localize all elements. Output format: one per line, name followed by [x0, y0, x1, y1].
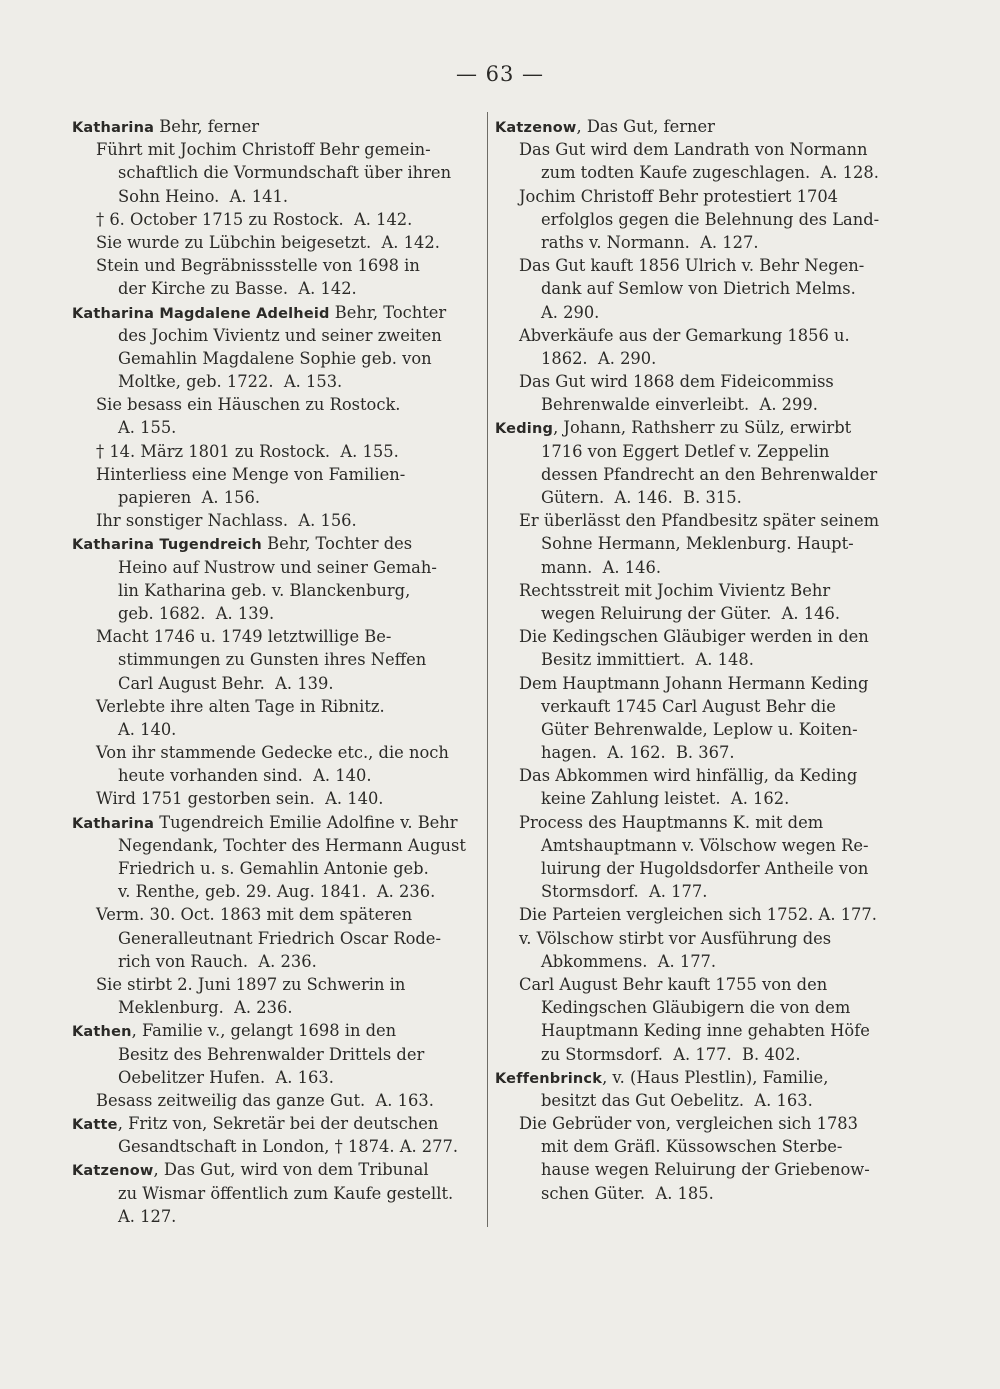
entry-text: besitzt das Gut Oebelitz. A. 163. [541, 1090, 813, 1110]
entry-text: , Fritz von, Sekretär bei der deutschen [117, 1114, 439, 1134]
entry-text: Carl August Behr kauft 1755 von den [519, 974, 828, 994]
entry-text: , Johann, Rathsherr zu Sülz, erwirbt [553, 418, 852, 438]
entry-text: des Jochim Vivientz und seiner zweiten [118, 325, 442, 345]
entry-continuation-line [495, 532, 895, 555]
entry-subitem-line [72, 973, 482, 996]
entry-subitem-line [495, 370, 895, 393]
entry-subitem-line [72, 787, 482, 810]
entry-text: Ihr sonstiger Nachlass. A. 156. [96, 511, 357, 531]
index-entry [495, 115, 895, 416]
entry-continuation-line [495, 301, 895, 324]
entry-subitem-line [495, 672, 895, 695]
entry-subitem-line [495, 185, 895, 208]
entry-text: Behrenwalde einverleibt. A. 299. [541, 395, 818, 415]
entry-continuation-line [495, 1019, 895, 1042]
entry-subitem-line [72, 695, 482, 718]
entry-text: , Das Gut, ferner [576, 117, 715, 136]
headword: Katharina [72, 815, 155, 832]
entry-text: papieren A. 156. [118, 488, 261, 507]
entry-subitem-line [72, 463, 482, 486]
entry-continuation-line [72, 185, 482, 208]
entry-subitem-line [495, 625, 895, 648]
entry-continuation-line [495, 1089, 895, 1112]
entry-text: Die Kedingschen Gläubiger werden in den [519, 627, 869, 647]
entry-continuation-line [72, 1043, 482, 1066]
entry-text: hagen. A. 162. B. 367. [541, 743, 735, 763]
entry-text: Führt mit Jochim Christoff Behr gemein- [96, 140, 431, 160]
headword: Katzenow [72, 1163, 154, 1180]
entry-heading-line [495, 416, 895, 439]
headword: Katzenow [495, 120, 577, 136]
entry-continuation-line [72, 486, 482, 509]
entry-text: heute vorhanden sind. A. 140. [118, 766, 372, 786]
entry-text: Process des Hauptmanns K. mit dem [519, 812, 824, 832]
entry-text: Er überlässt den Pfandbesitz später seinem [519, 511, 880, 531]
entry-continuation-line [495, 161, 895, 184]
entry-continuation-line [495, 648, 895, 671]
entry-subitem-line [495, 927, 895, 950]
entry-text: erfolglos gegen die Belehnung des Land- [541, 209, 880, 229]
headword: Katharina Magdalene Adelheid [72, 305, 330, 322]
entry-continuation-line [495, 277, 895, 300]
entry-continuation-line [72, 834, 482, 857]
entry-subitem-line [495, 579, 895, 602]
entry-text: Moltke, geb. 1722. A. 153. [118, 372, 343, 392]
entry-continuation-line [72, 718, 482, 741]
entry-continuation-line [495, 393, 895, 416]
entry-text: Carl August Behr. A. 139. [118, 673, 334, 693]
headword: Katharina [72, 120, 155, 136]
entry-text: Negendank, Tochter des Hermann August [118, 835, 466, 855]
entry-continuation-line [72, 857, 482, 880]
index-entry [72, 115, 482, 301]
entry-continuation-line [495, 208, 895, 231]
entry-text: † 14. März 1801 zu Rostock. A. 155. [96, 441, 399, 461]
entry-subitem-line [72, 509, 482, 532]
entry-text: Jochim Christoff Behr protestiert 1704 [519, 186, 839, 206]
entry-text: raths v. Normann. A. 127. [541, 232, 759, 252]
index-entry [72, 1019, 482, 1112]
entry-text: , Familie v., gelangt 1698 in den [131, 1021, 397, 1041]
entry-continuation-line [72, 648, 482, 671]
entry-continuation-line [495, 1182, 895, 1205]
entry-heading-line [72, 115, 482, 138]
entry-heading-line [72, 301, 482, 324]
entry-subitem-line [495, 764, 895, 787]
entry-continuation-line [72, 370, 482, 393]
entry-heading-line [72, 532, 482, 555]
entry-subitem-line [72, 1089, 482, 1112]
page-number: — 63 — [455, 62, 545, 86]
entry-continuation-line [72, 764, 482, 787]
entry-text: Sohne Hermann, Meklenburg. Haupt- [541, 534, 854, 554]
entry-text: Generalleutnant Friedrich Oscar Rode- [118, 928, 441, 948]
headword: Katharina Tugendreich [72, 537, 262, 554]
entry-continuation-line [495, 950, 895, 973]
entry-text: Von ihr stammende Gedecke etc., die noch [96, 743, 449, 763]
entry-subitem-line [495, 903, 895, 926]
entry-text: Hauptmann Keding inne gehabten Höfe [541, 1021, 870, 1041]
entry-continuation-line [72, 1135, 482, 1158]
entry-text: Die Gebrüder von, vergleichen sich 1783 [519, 1114, 859, 1134]
entry-text: geb. 1682. A. 139. [118, 603, 275, 623]
entry-text: A. 290. [541, 302, 600, 322]
entry-continuation-line [72, 1066, 482, 1089]
entry-continuation-line [495, 1135, 895, 1158]
entry-continuation-line [72, 324, 482, 347]
entry-text: hause wegen Reluirung der Griebenow- [541, 1160, 870, 1180]
entry-continuation-line [72, 1205, 482, 1228]
entry-text: dessen Pfandrecht an den Behrenwalder [541, 464, 878, 484]
entry-text: Dem Hauptmann Johann Hermann Keding [519, 673, 869, 693]
entry-subitem-line [72, 208, 482, 231]
entry-heading-line [72, 811, 482, 834]
entry-text: schen Güter. A. 185. [541, 1183, 714, 1203]
entry-text: 1862. A. 290. [541, 348, 657, 368]
entry-heading-line [495, 115, 895, 138]
entry-heading-line [495, 1066, 895, 1089]
entry-subitem-line [72, 254, 482, 277]
entry-text: Abverkäufe aus der Gemarkung 1856 u. [519, 325, 850, 345]
entry-subitem-line [495, 254, 895, 277]
entry-text: Sie stirbt 2. Juni 1897 zu Schwerin in [96, 974, 406, 994]
entry-text: Sie besass ein Häuschen zu Rostock. [96, 395, 401, 415]
entry-subitem-line [72, 741, 482, 764]
entry-continuation-line [495, 880, 895, 903]
entry-continuation-line [495, 1158, 895, 1181]
entry-continuation-line [495, 231, 895, 254]
entry-text: stimmungen zu Gunsten ihres Neffen [118, 650, 427, 670]
entry-continuation-line [495, 1043, 895, 1066]
headword: Kathen [72, 1024, 132, 1041]
entry-text: Besitz immittiert. A. 148. [541, 650, 754, 670]
entry-text: v. Renthe, geb. 29. Aug. 1841. A. 236. [118, 882, 436, 902]
entry-subitem-line [495, 973, 895, 996]
entry-text: Gemahlin Magdalene Sophie geb. von [118, 348, 432, 368]
entry-text: Amtshauptmann v. Völschow wegen Re- [541, 835, 869, 855]
entry-text: Hinterliess eine Menge von Familien- [96, 464, 406, 484]
entry-text: mit dem Gräfl. Küssowschen Sterbe- [541, 1137, 843, 1157]
entry-continuation-line [495, 857, 895, 880]
entry-text: verkauft 1745 Carl August Behr die [541, 696, 836, 716]
entry-continuation-line [495, 347, 895, 370]
index-entry [72, 532, 482, 810]
entry-text: 1716 von Eggert Detlef v. Zeppelin [541, 441, 830, 461]
entry-text: Das Gut wird dem Landrath von Normann [519, 140, 868, 160]
entry-continuation-line [72, 416, 482, 439]
entry-continuation-line [495, 486, 895, 509]
entry-continuation-line [495, 741, 895, 764]
entry-text: Oebelitzer Hufen. A. 163. [118, 1067, 334, 1087]
entry-text: Stormsdorf. A. 177. [541, 882, 708, 902]
entry-heading-line [72, 1158, 482, 1181]
entry-continuation-line [72, 602, 482, 625]
entry-text: Die Parteien vergleichen sich 1752. A. 177. [519, 905, 877, 925]
entry-text: Gesandtschaft in London, † 1874. A. 277. [118, 1137, 459, 1157]
entry-text: Verm. 30. Oct. 1863 mit dem späteren [96, 905, 413, 925]
entry-continuation-line [72, 556, 482, 579]
entry-continuation-line [495, 996, 895, 1019]
index-entry [72, 811, 482, 1020]
entry-continuation-line [495, 834, 895, 857]
entry-text: Meklenburg. A. 236. [118, 998, 293, 1018]
entry-subitem-line [72, 393, 482, 416]
entry-continuation-line [495, 718, 895, 741]
entry-text: rich von Rauch. A. 236. [118, 951, 317, 971]
entry-heading-line [72, 1112, 482, 1135]
entry-subitem-line [72, 903, 482, 926]
entry-text: v. Völschow stirbt vor Ausführung des [519, 928, 832, 948]
entry-text: Abkommens. A. 177. [541, 951, 717, 971]
entry-subitem-line [72, 440, 482, 463]
entry-continuation-line [72, 950, 482, 973]
entry-text: Das Gut wird 1868 dem Fideicommiss [519, 372, 834, 392]
entry-subitem-line [495, 509, 895, 532]
entry-text: Stein und Begräbnissstelle von 1698 in [96, 256, 420, 276]
entry-text: Sohn Heino. A. 141. [118, 186, 289, 206]
entry-text: Verlebte ihre alten Tage in Ribnitz. [96, 696, 385, 716]
entry-heading-line [72, 1019, 482, 1042]
entry-text: Kedingschen Gläubigern die von dem [541, 998, 851, 1018]
entry-text: Das Abkommen wird hinfällig, da Keding [519, 766, 858, 786]
entry-continuation-line [72, 672, 482, 695]
entry-continuation-line [495, 695, 895, 718]
entry-continuation-line [72, 579, 482, 602]
entry-continuation-line [495, 463, 895, 486]
entry-continuation-line [72, 996, 482, 1019]
entry-text: Wird 1751 gestorben sein. A. 140. [96, 789, 384, 809]
entry-text: Besitz des Behrenwalder Drittels der [118, 1044, 425, 1064]
entry-text: A. 127. [118, 1206, 177, 1226]
entry-text: Heino auf Nustrow und seiner Gemah- [118, 557, 437, 577]
entry-subitem-line [72, 138, 482, 161]
entry-text: , v. (Haus Plestlin), Familie, [602, 1067, 829, 1087]
entry-text: † 6. October 1715 zu Rostock. A. 142. [96, 209, 413, 229]
entry-text: zum todten Kaufe zugeschlagen. A. 128. [541, 163, 879, 183]
entry-text: Rechtsstreit mit Jochim Vivientz Behr [519, 580, 831, 600]
entry-text: wegen Reluirung der Güter. A. 146. [541, 603, 841, 623]
entry-text: , Das Gut, wird von dem Tribunal [153, 1160, 429, 1180]
entry-continuation-line [495, 440, 895, 463]
entry-continuation-line [72, 880, 482, 903]
entry-text: Behr, Tochter des [261, 534, 413, 554]
entry-continuation-line [72, 277, 482, 300]
entry-text: Behr, ferner [154, 117, 260, 136]
column-divider [487, 112, 488, 1227]
entry-text: mann. A. 146. [541, 557, 662, 577]
entry-text: keine Zahlung leistet. A. 162. [541, 789, 790, 809]
entry-text: lin Katharina geb. v. Blanckenburg, [118, 580, 411, 600]
entry-subitem-line [495, 811, 895, 834]
entry-continuation-line [495, 787, 895, 810]
entry-continuation-line [72, 347, 482, 370]
entry-text: A. 155. [118, 418, 177, 438]
entry-continuation-line [72, 927, 482, 950]
entry-text: Behr, Tochter [329, 302, 447, 322]
entry-text: Gütern. A. 146. B. 315. [541, 488, 742, 507]
headword: Keding [495, 421, 554, 438]
index-entry [495, 416, 895, 1065]
entry-text: Besass zeitweilig das ganze Gut. A. 163. [96, 1090, 434, 1110]
headword: Katte [72, 1117, 118, 1134]
headword: Keffenbrinck [495, 1070, 603, 1087]
entry-text: Das Gut kauft 1856 Ulrich v. Behr Negen- [519, 256, 865, 276]
entry-subitem-line [495, 1112, 895, 1135]
entry-subitem-line [495, 324, 895, 347]
entry-text: der Kirche zu Basse. A. 142. [118, 279, 357, 299]
index-entry [72, 301, 482, 533]
entry-subitem-line [72, 231, 482, 254]
entry-text: dank auf Semlow von Dietrich Melms. [541, 279, 856, 299]
entry-text: Friedrich u. s. Gemahlin Antonie geb. [118, 859, 429, 878]
left-column [72, 115, 482, 1228]
entry-text: Macht 1746 u. 1749 letztwillige Be- [96, 627, 392, 647]
entry-continuation-line [495, 602, 895, 625]
index-entry [72, 1158, 482, 1228]
index-entry [72, 1112, 482, 1158]
entry-continuation-line [495, 556, 895, 579]
entry-text: schaftlich die Vormundschaft über ihren [118, 163, 452, 183]
entry-text: Güter Behrenwalde, Leplow u. Koiten- [541, 719, 858, 739]
entry-text: luirung der Hugoldsdorfer Antheile von [541, 859, 869, 878]
entry-continuation-line [72, 161, 482, 184]
entry-text: A. 140. [118, 719, 177, 739]
entry-text: Tugendreich Emilie Adolfine v. Behr [154, 812, 458, 832]
entry-subitem-line [72, 625, 482, 648]
right-column [495, 115, 895, 1205]
entry-continuation-line [72, 1182, 482, 1205]
entry-text: zu Stormsdorf. A. 177. B. 402. [541, 1044, 801, 1064]
entry-subitem-line [495, 138, 895, 161]
entry-text: zu Wismar öffentlich zum Kaufe gestellt. [118, 1183, 454, 1203]
entry-text: Sie wurde zu Lübchin beigesetzt. A. 142. [96, 232, 440, 252]
index-entry [495, 1066, 895, 1205]
